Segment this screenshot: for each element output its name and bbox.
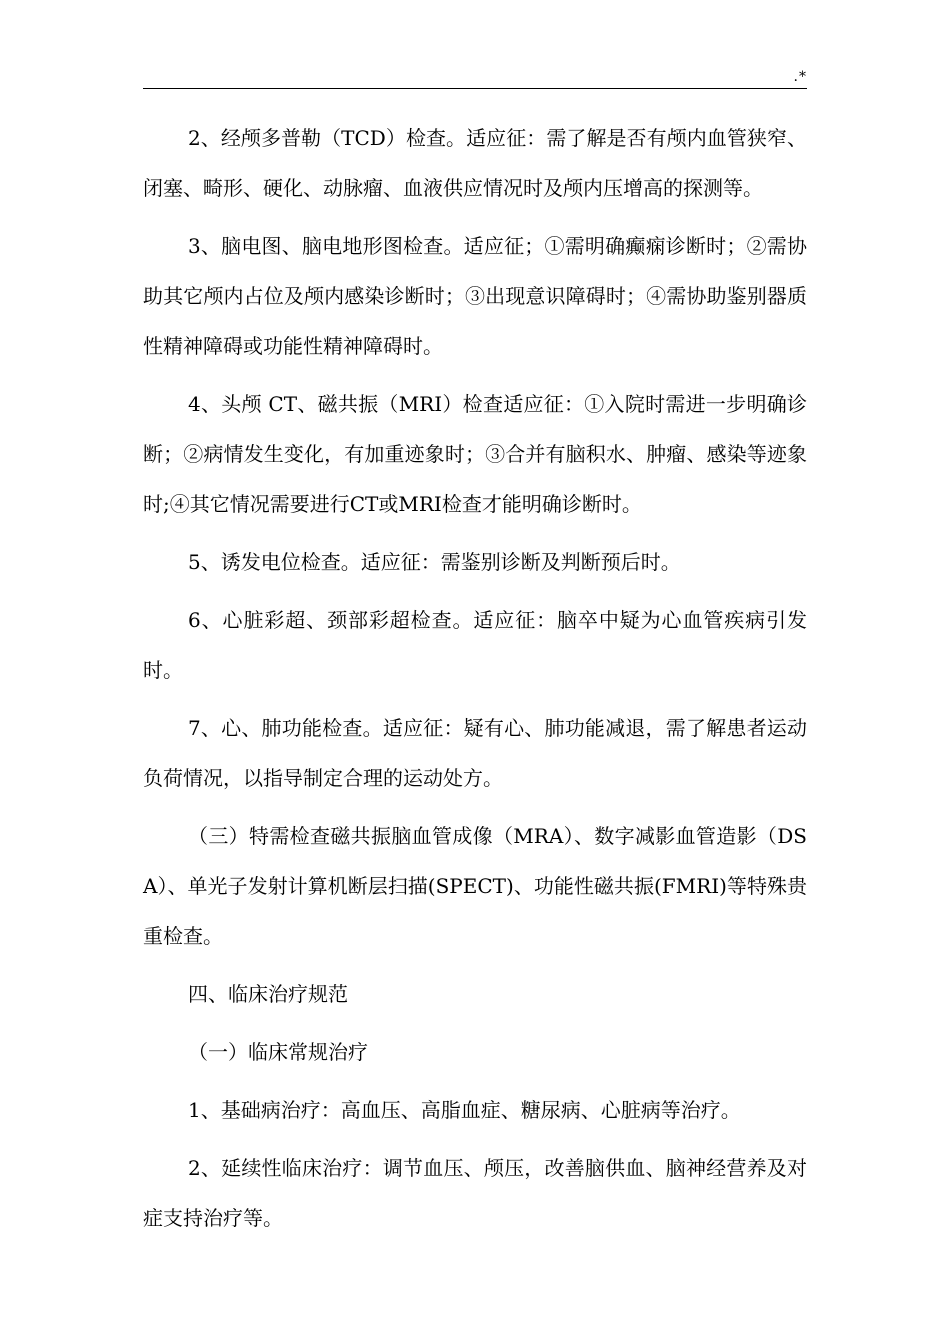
header-rule bbox=[143, 88, 807, 89]
paragraph-special-exams: （三）特需检查磁共振脑血管成像（MRA）、数字减影血管造影（DSA）、单光子发射计算机断层扫描(SPECT)、功能性磁共振(FMRI)等特殊贵重检查。 bbox=[143, 824, 807, 948]
paragraph-ultrasound-exam: 6、心脏彩超、颈部彩超检查。适应征：脑卒中疑为心血管疾病引发时。 bbox=[143, 608, 807, 682]
paragraph-eeg-exam: 3、脑电图、脑电地形图检查。适应征；①需明确癫痫诊断时；②需协助其它颅内占位及颅内感染诊断时；③出现意识障碍时；④需协助鉴别器质性精神障碍或功能性精神障碍时。 bbox=[143, 234, 807, 358]
paragraph-cardiopulmonary-exam: 7、心、肺功能检查。适应征：疑有心、肺功能减退，需了解患者运动负荷情况，以指导制定合理的运动处方。 bbox=[143, 716, 807, 790]
paragraph-evoked-potential-exam: 5、诱发电位检查。适应征：需鉴别诊断及判断预后时。 bbox=[188, 550, 681, 574]
subsection-heading-routine-treatment: （一）临床常规治疗 bbox=[188, 1040, 368, 1064]
paragraph-tcd-exam: 2、经颅多普勒（TCD）检查。适应征：需了解是否有颅内血管狭窄、闭塞、畸形、硬化、动脉瘤、血液供应情况时及颅内压增高的探测等。 bbox=[143, 126, 807, 200]
paragraph-basic-disease-treatment: 1、基础病治疗：高血压、高脂血症、糖尿病、心脏病等治疗。 bbox=[188, 1098, 741, 1122]
paragraph-ct-mri-exam: 4、头颅 CT、磁共振（MRI）检查适应征：①入院时需进一步明确诊断；②病情发生变化，有加重迹象时；③合并有脑积水、肿瘤、感染等迹象时;④其它情况需要进行CT或MRI检查才能明确诊断时。 bbox=[143, 392, 807, 516]
paragraph-continuing-treatment: 2、延续性临床治疗：调节血压、颅压，改善脑供血、脑神经营养及对症支持治疗等。 bbox=[143, 1156, 807, 1230]
document-body bbox=[143, 113, 807, 1251]
section-heading-treatment: 四、临床治疗规范 bbox=[188, 982, 348, 1006]
header-mark: .* bbox=[793, 69, 807, 85]
